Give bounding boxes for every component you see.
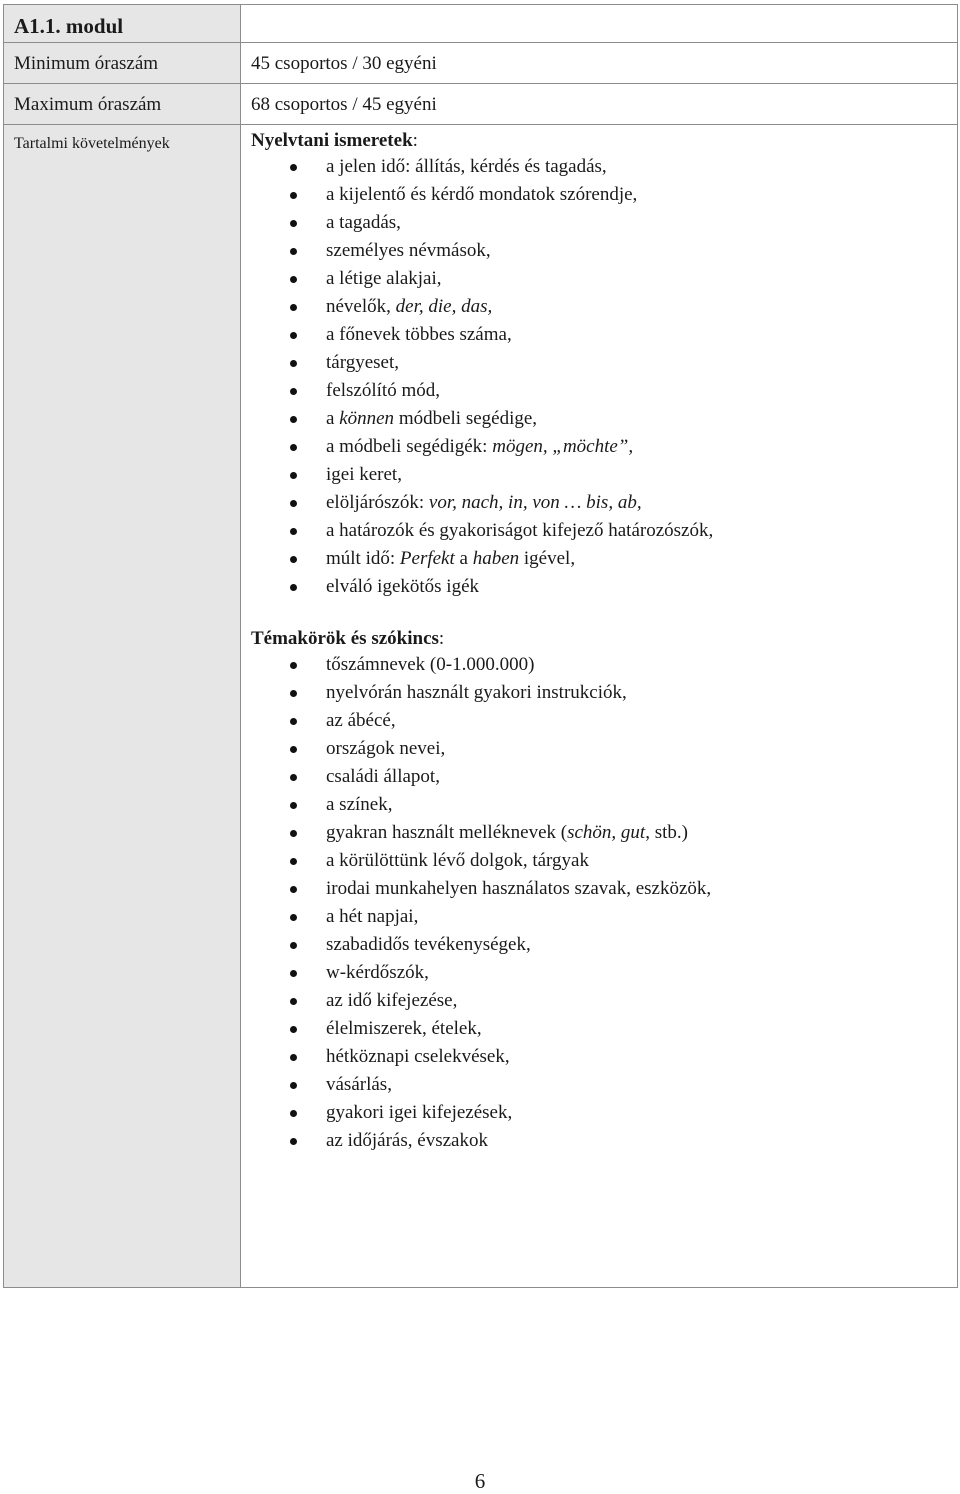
list-item: felszólító mód, [251, 377, 957, 405]
list-item: gyakran használt melléknevek (schön, gut, stb.) [251, 819, 957, 847]
module-table [3, 4, 958, 1288]
bullet-icon [290, 248, 297, 255]
list-item: tőszámnevek (0-1.000.000) [251, 651, 957, 679]
list-item: a körülöttünk lévő dolgok, tárgyak [251, 847, 957, 875]
bullet-icon [290, 1082, 297, 1089]
content-requirements-cell [241, 125, 958, 1288]
list-item: a főnevek többes száma, [251, 321, 957, 349]
bullet-icon [290, 914, 297, 921]
list-item: nyelvórán használt gyakori instrukciók, [251, 679, 957, 707]
list-item: w-kérdőszók, [251, 959, 957, 987]
bullet-icon [290, 444, 297, 451]
bullet-icon [290, 746, 297, 753]
bullet-icon [290, 718, 297, 725]
list-item: elöljárószók: vor, nach, in, von … bis, ab, [251, 489, 957, 517]
min-hours-value-cell [241, 43, 958, 84]
bullet-icon [290, 830, 297, 837]
page-number: 6 [474, 1469, 486, 1493]
list-item: gyakori igei kifejezések, [251, 1099, 957, 1127]
list-item: személyes névmások, [251, 237, 957, 265]
bullet-icon [290, 690, 297, 697]
list-item: a hét napjai, [251, 903, 957, 931]
bullet-icon [290, 556, 297, 563]
bullet-icon [290, 304, 297, 311]
list-item: a módbeli segédigék: mögen, „möchte”, [251, 433, 957, 461]
bullet-icon [290, 1110, 297, 1117]
bullet-icon [290, 998, 297, 1005]
list-item: a können módbeli segédige, [251, 405, 957, 433]
list-item: tárgyeset, [251, 349, 957, 377]
list-item: szabadidős tevékenységek, [251, 931, 957, 959]
list-item: a színek, [251, 791, 957, 819]
content-requirements-label-cell [4, 125, 241, 1288]
module-title: A1.1. modul [14, 14, 124, 38]
bullet-icon [290, 1138, 297, 1145]
bullet-icon [290, 1054, 297, 1061]
list-item: az időjárás, évszakok [251, 1127, 957, 1155]
min-hours-label-cell [4, 43, 241, 84]
content-requirements-label: Tartalmi követelmények [14, 135, 170, 152]
bullet-icon [290, 528, 297, 535]
topics-heading: Témakörök és szókincs: [251, 628, 445, 649]
bullet-icon [290, 360, 297, 367]
bullet-icon [290, 970, 297, 977]
bullet-icon [290, 500, 297, 507]
list-item: a kijelentő és kérdő mondatok szórendje, [251, 181, 957, 209]
list-item: vásárlás, [251, 1071, 957, 1099]
list-item: igei keret, [251, 461, 957, 489]
grammar-list [251, 153, 957, 601]
bullet-icon [290, 416, 297, 423]
list-item: a tagadás, [251, 209, 957, 237]
list-item: országok nevei, [251, 735, 957, 763]
module-title-empty-cell [241, 5, 958, 43]
bullet-icon [290, 774, 297, 781]
max-hours-value: 68 csoportos / 45 egyéni [251, 94, 437, 115]
list-item: az ábécé, [251, 707, 957, 735]
bullet-icon [290, 388, 297, 395]
list-item: múlt idő: Perfekt a haben igével, [251, 545, 957, 573]
bullet-icon [290, 332, 297, 339]
min-hours-label: Minimum óraszám [14, 53, 159, 74]
list-item: a jelen idő: állítás, kérdés és tagadás, [251, 153, 957, 181]
module-title-cell [4, 5, 241, 43]
max-hours-label-cell [4, 84, 241, 125]
list-item: a határozók és gyakoriságot kifejező határozószók, [251, 517, 957, 545]
bullet-icon [290, 802, 297, 809]
bullet-icon [290, 164, 297, 171]
max-hours-value-cell [241, 84, 958, 125]
list-item: az idő kifejezése, [251, 987, 957, 1015]
list-item: névelők, der, die, das, [251, 293, 957, 321]
bullet-icon [290, 942, 297, 949]
list-item: hétköznapi cselekvések, [251, 1043, 957, 1071]
list-item: irodai munkahelyen használatos szavak, eszközök, [251, 875, 957, 903]
max-hours-label: Maximum óraszám [14, 94, 162, 115]
bullet-icon [290, 584, 297, 591]
min-hours-value: 45 csoportos / 30 egyéni [251, 53, 437, 74]
list-item: élelmiszerek, ételek, [251, 1015, 957, 1043]
bullet-icon [290, 858, 297, 865]
list-item: a létige alakjai, [251, 265, 957, 293]
list-item: családi állapot, [251, 763, 957, 791]
bullet-icon [290, 276, 297, 283]
list-item: elváló igekötős igék [251, 573, 957, 601]
bullet-icon [290, 662, 297, 669]
bullet-icon [290, 1026, 297, 1033]
bullet-icon [290, 472, 297, 479]
topics-list [251, 651, 957, 1155]
grammar-heading: Nyelvtani ismeretek: [251, 130, 418, 151]
bullet-icon [290, 192, 297, 199]
bullet-icon [290, 220, 297, 227]
bullet-icon [290, 886, 297, 893]
